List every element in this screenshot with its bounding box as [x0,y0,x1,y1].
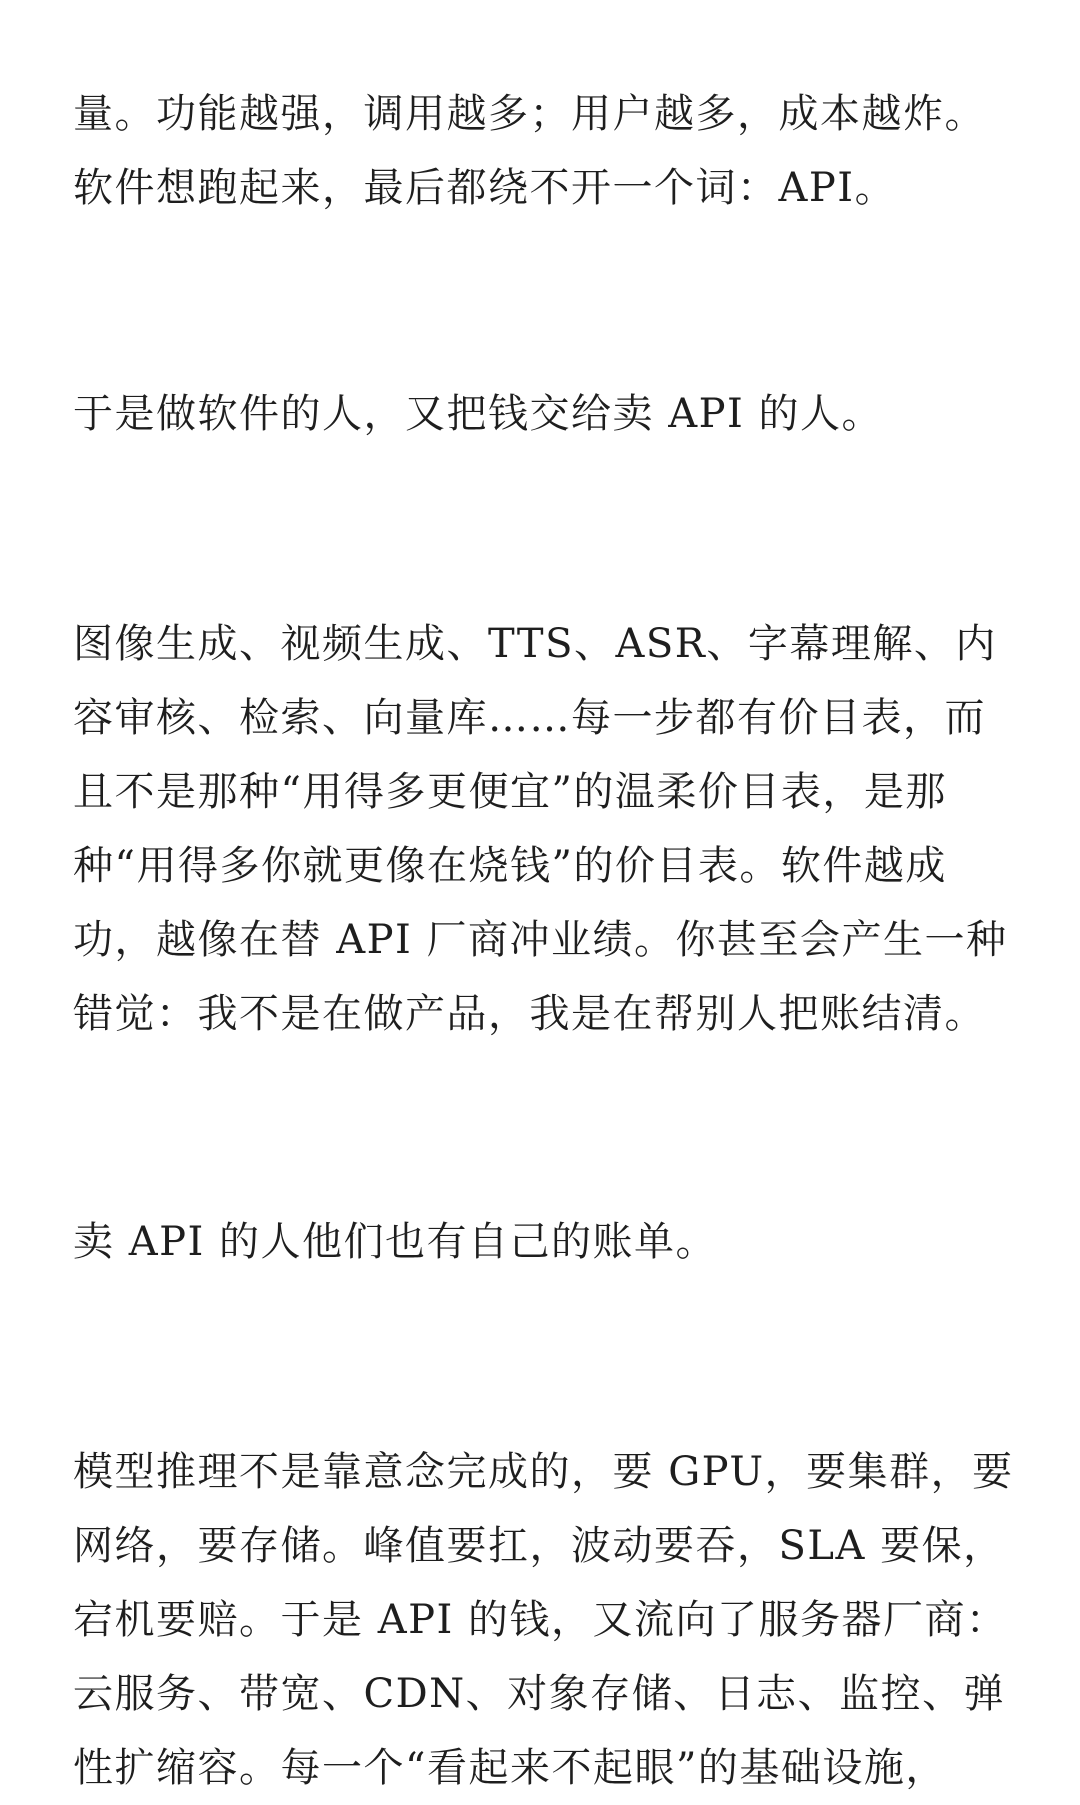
text-line: 卖 API 的人他们也有自己的账单。 [73,1219,718,1265]
text-line: 图像生成、视频生成、TTS、ASR、字幕理解、内 [73,621,997,667]
text-line: 软件想跑起来，最后都绕不开一个词：API。 [73,165,897,211]
paragraph-api-bills [73,1205,1013,1279]
text-line: 量。功能越强，调用越多；用户越多，成本越炸。 [73,91,986,137]
text-line: 性扩缩容。每一个“看起来不起眼”的基础设施， [73,1745,947,1791]
text-line: 网络，要存储。峰值要扛，波动要吞，SLA 要保， [73,1523,1005,1569]
text-line: 云服务、带宽、CDN、对象存储、日志、监控、弹 [73,1671,1006,1717]
paragraph-price-list [73,607,1013,1051]
paragraph-pay-api [73,377,1013,451]
text-line: 模型推理不是靠意念完成的，要 GPU，要集群，要 [73,1449,1014,1495]
text-line: 宕机要赔。于是 API 的钱，又流向了服务器厂商： [73,1597,1008,1643]
article-body [73,77,1013,1805]
text-line: 错觉：我不是在做产品，我是在帮别人把账结清。 [73,991,986,1037]
text-line: 且不是那种“用得多更便宜”的温柔价目表，是那 [73,769,947,815]
paragraph-infrastructure [73,1435,1013,1805]
text-line: 功，越像在替 API 厂商冲业绩。你甚至会产生一种 [73,917,1008,963]
paragraph-cost-intro [73,77,1013,225]
text-line: 容审核、检索、向量库……每一步都有价目表，而 [73,695,986,741]
text-line: 种“用得多你就更像在烧钱”的价目表。软件越成 [73,843,947,889]
text-line: 于是做软件的人，又把钱交给卖 API 的人。 [73,391,884,437]
